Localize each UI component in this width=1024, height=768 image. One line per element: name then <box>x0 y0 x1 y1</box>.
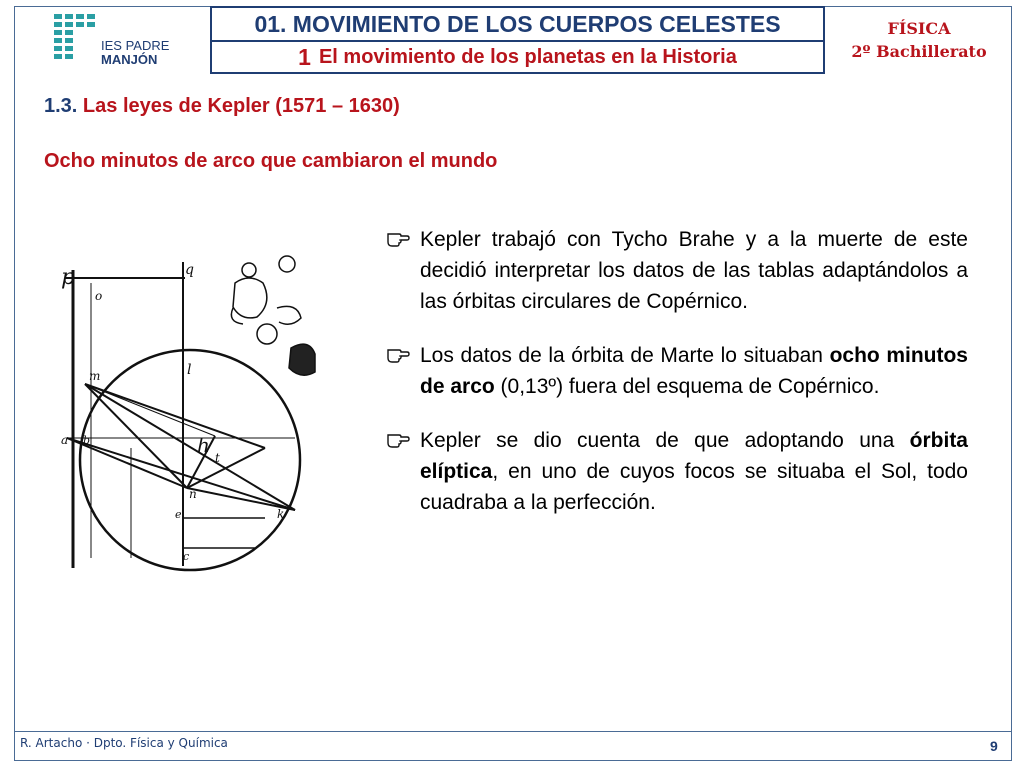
svg-text:p: p <box>61 265 76 290</box>
svg-text:b: b <box>83 434 91 447</box>
bullet-item-2: Los datos de la órbita de Marte lo situaban ocho minutos de arco (0,13º) fuera del esquema de Copérnico. <box>386 340 968 402</box>
svg-text:c: c <box>183 550 190 563</box>
subheading: Ocho minutos de arco que cambiaron el mundo <box>44 150 498 172</box>
emphasis-text: ocho minutos de arco <box>420 344 968 398</box>
svg-text:IES PADRE: IES PADRE <box>101 38 170 53</box>
svg-text:a: a <box>61 433 69 447</box>
heading-number: 1.3. <box>44 95 78 117</box>
bullet-list <box>386 224 968 541</box>
school-logo <box>54 12 180 74</box>
svg-text:h: h <box>197 433 210 457</box>
emphasis-text: órbita elíptica <box>420 429 968 483</box>
page-number: 9 <box>990 738 998 754</box>
svg-text:l: l <box>187 362 192 378</box>
section-title: El movimiento de los planetas en la Historia <box>318 45 737 68</box>
section-heading <box>44 95 400 118</box>
title-box <box>210 6 825 74</box>
svg-text:k: k <box>277 507 285 521</box>
pointing-hand-icon <box>386 344 410 364</box>
footer-author: R. Artacho · Dpto. Física y Química <box>20 736 228 750</box>
section-title-row <box>212 42 823 72</box>
heading-text: Las leyes de Kepler (1571 – 1630) <box>82 95 400 117</box>
bullet-item-1: Kepler trabajó con Tycho Brahe y a la muerte de este decidió interpretar los datos de las tablas adaptándolos a las órbitas circulares de Copérnico. <box>386 224 968 317</box>
svg-text:t: t <box>215 451 220 465</box>
bullet-item-3: Kepler se dio cuenta de que adoptando una órbita elíptica, en uno de cuyos focos se situaba el Sol, todo cuadraba a la perfección. <box>386 425 968 518</box>
footer-divider <box>14 731 1012 732</box>
pointing-hand-icon <box>386 228 410 248</box>
svg-text:n: n <box>189 487 197 501</box>
section-number: 1 <box>298 43 311 70</box>
svg-text:o: o <box>95 289 103 303</box>
svg-text:e: e <box>175 508 182 521</box>
unit-title: 01. MOVIMIENTO DE LOS CUERPOS CELESTES <box>212 8 823 42</box>
svg-text:MANJÓN: MANJÓN <box>101 52 158 67</box>
subject-label: FÍSICA <box>887 19 951 38</box>
course-label: 2º Bachillerato <box>851 42 987 61</box>
kepler-orbit-diagram <box>55 248 317 576</box>
svg-text:m: m <box>89 369 101 383</box>
subject-box <box>826 6 1012 74</box>
svg-text:q: q <box>185 262 194 278</box>
pointing-hand-icon <box>386 429 410 449</box>
